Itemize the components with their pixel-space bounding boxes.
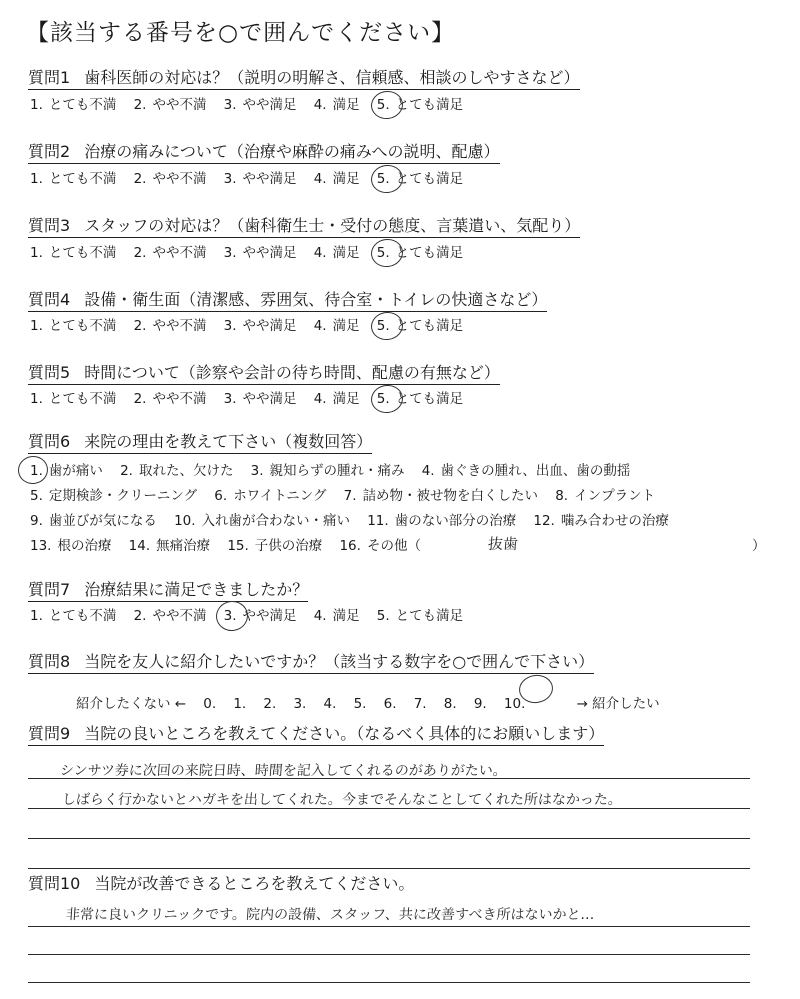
q6-options-row-2	[30, 487, 655, 505]
question-9	[28, 724, 604, 746]
reason-option-5[interactable]: 5. 定期検診・クリーニング	[30, 488, 198, 504]
question-text: 時間について（診察や会計の待ち時間、配慮の有無など）	[84, 363, 500, 382]
scale-3[interactable]: 3.	[293, 696, 307, 712]
option-1[interactable]: 1. とても不満	[30, 391, 117, 407]
question-8	[28, 652, 594, 674]
question-text: 治療結果に満足できましたか？	[84, 580, 309, 599]
option-5[interactable]: 5. とても満足	[376, 608, 464, 624]
reason-option-14[interactable]: 14. 無痛治療	[128, 538, 211, 554]
q3-options	[30, 244, 463, 262]
option-2[interactable]: 2. やや不満	[133, 171, 207, 187]
question-number: 質問9	[28, 724, 71, 743]
question-number: 質問2	[28, 142, 71, 161]
option-5-selected[interactable]: 5. とても満足	[377, 390, 463, 408]
reason-option-8[interactable]: 8. インプラント	[555, 488, 656, 504]
q9-answer-line-1[interactable]: シンサツ券に次回の来院日時、時間を記入してくれるのがありがたい。	[59, 763, 508, 779]
option-4[interactable]: 4. 満足	[313, 391, 360, 407]
reason-option-15[interactable]: 15. 子供の治療	[227, 538, 323, 554]
scale-4[interactable]: 4.	[323, 696, 337, 712]
question-7	[28, 580, 308, 602]
reason-option-10[interactable]: 10. 入れ歯が合わない・痛い	[174, 513, 351, 529]
scale-6[interactable]: 6.	[383, 696, 397, 712]
option-2[interactable]: 2. やや不満	[133, 318, 207, 334]
question-text: 当院の良いところを教えてください。（なるべく具体的にお願いします）	[84, 724, 605, 743]
option-5-selected[interactable]: 5. とても満足	[377, 96, 463, 114]
option-5-selected[interactable]: 5. とても満足	[377, 170, 463, 188]
scale-5[interactable]: 5.	[353, 696, 367, 712]
q4-options	[30, 317, 463, 335]
question-number: 質問8	[28, 652, 71, 671]
q9-answer-line-2[interactable]: しばらく行かないとハガキを出してくれた。今までそんなことしてくれた所はなかった。	[61, 792, 623, 808]
scale-2[interactable]: 2.	[263, 696, 277, 712]
scale-7[interactable]: 7.	[413, 696, 427, 712]
question-text: 設備・衛生面（清潔感、雰囲気、待合室・トイレの快適さなど）	[84, 290, 548, 309]
option-1[interactable]: 1. とても不満	[30, 608, 117, 624]
question-1	[28, 68, 580, 90]
option-3[interactable]: 3. やや満足	[223, 391, 297, 407]
question-4	[28, 290, 547, 312]
reason-option-4[interactable]: 4. 歯ぐきの腫れ、出血、歯の動揺	[421, 463, 631, 479]
option-3[interactable]: 3. やや満足	[223, 245, 297, 261]
q6-options-row-1	[30, 462, 630, 480]
answer-line	[28, 838, 750, 839]
question-number: 質問1	[28, 68, 71, 87]
question-number: 質問6	[28, 432, 71, 451]
option-4[interactable]: 4. 満足	[313, 608, 360, 624]
reason-option-16-other[interactable]: 16. その他（	[339, 538, 421, 554]
q7-options	[30, 607, 463, 625]
question-text: 歯科医師の対応は？（説明の明解さ、信頼感、相談のしやすさなど）	[84, 68, 580, 87]
scale-0[interactable]: 0.	[203, 696, 217, 712]
question-number: 質問5	[28, 363, 71, 382]
answer-line	[28, 954, 750, 955]
option-3[interactable]: 3. やや満足	[223, 318, 297, 334]
question-number: 質問3	[28, 216, 71, 235]
option-2[interactable]: 2. やや不満	[133, 245, 207, 261]
question-text: 当院を友人に紹介したいですか？（該当する数字を○で囲んで下さい）	[84, 652, 595, 671]
scale-right-label: → 紹介したい	[576, 696, 660, 712]
reason-option-1-selected[interactable]: 1. 歯が痛い	[30, 462, 103, 480]
option-1[interactable]: 1. とても不満	[30, 245, 117, 261]
answer-line	[28, 926, 750, 927]
option-1[interactable]: 1. とても不満	[30, 318, 117, 334]
question-10	[28, 874, 414, 895]
scale-1[interactable]: 1.	[233, 696, 247, 712]
option-1[interactable]: 1. とても不満	[30, 171, 117, 187]
question-5	[28, 363, 500, 385]
q10-answer-line-1[interactable]: 非常に良いクリニックです。院内の設備、スタッフ、共に改善すべき所はないかと…	[65, 907, 596, 923]
other-reason-handwritten[interactable]: 抜歯	[487, 535, 519, 553]
option-2[interactable]: 2. やや不満	[133, 391, 207, 407]
reason-option-7[interactable]: 7. 詰め物・被せ物を白くしたい	[343, 488, 539, 504]
reason-option-3[interactable]: 3. 親知らずの腫れ・痛み	[250, 463, 405, 479]
question-text: 来院の理由を教えて下さい（複数回答）	[84, 432, 373, 451]
scale-left-label: 紹介したくない ←	[76, 696, 187, 712]
reason-option-9[interactable]: 9. 歯並びが気になる	[30, 513, 157, 529]
question-number: 質問10	[28, 874, 81, 893]
q2-options	[30, 170, 463, 188]
q1-options	[30, 96, 463, 114]
reason-option-6[interactable]: 6. ホワイトニング	[214, 488, 327, 504]
scale-8[interactable]: 8.	[443, 696, 457, 712]
question-number: 質問4	[28, 290, 71, 309]
question-6	[28, 432, 372, 454]
option-1[interactable]: 1. とても不満	[30, 97, 117, 113]
question-number: 質問7	[28, 580, 71, 599]
scale-10-selected[interactable]: 10.	[504, 680, 559, 713]
option-5-selected[interactable]: 5. とても満足	[377, 317, 463, 335]
form-title: 【該当する番号を○で囲んでください】	[26, 20, 456, 46]
reason-option-12[interactable]: 12. 噛み合わせの治療	[533, 513, 669, 529]
question-text: 当院が改善できるところを教えてください。	[94, 874, 415, 893]
recommend-scale	[76, 680, 660, 713]
q6-options-row-4	[30, 537, 421, 555]
scale-9[interactable]: 9.	[473, 696, 487, 712]
option-4[interactable]: 4. 満足	[313, 171, 360, 187]
reason-option-11[interactable]: 11. 歯のない部分の治療	[367, 513, 517, 529]
option-4[interactable]: 4. 満足	[313, 318, 360, 334]
question-text: スタッフの対応は？（歯科衛生士・受付の態度、言葉遣い、気配り）	[84, 216, 581, 235]
q6-options-row-3	[30, 512, 669, 530]
option-3[interactable]: 3. やや満足	[223, 97, 297, 113]
option-2[interactable]: 2. やや不満	[133, 608, 207, 624]
answer-line	[28, 982, 750, 983]
reason-option-2[interactable]: 2. 取れた、欠けた	[120, 463, 234, 479]
answer-line	[28, 868, 750, 869]
option-3[interactable]: 3. やや満足	[223, 171, 297, 187]
question-3	[28, 216, 580, 238]
other-close-paren: ）	[752, 538, 766, 554]
option-3-selected[interactable]: 3. やや満足	[224, 607, 297, 625]
option-4[interactable]: 4. 満足	[313, 97, 360, 113]
reason-option-13[interactable]: 13. 根の治療	[30, 538, 112, 554]
option-2[interactable]: 2. やや不満	[133, 97, 207, 113]
q5-options	[30, 390, 463, 408]
option-4[interactable]: 4. 満足	[313, 245, 360, 261]
option-5-selected[interactable]: 5. とても満足	[377, 244, 463, 262]
question-text: 治療の痛みについて（治療や麻酔の痛みへの説明、配慮）	[84, 142, 500, 161]
question-2	[28, 142, 500, 164]
